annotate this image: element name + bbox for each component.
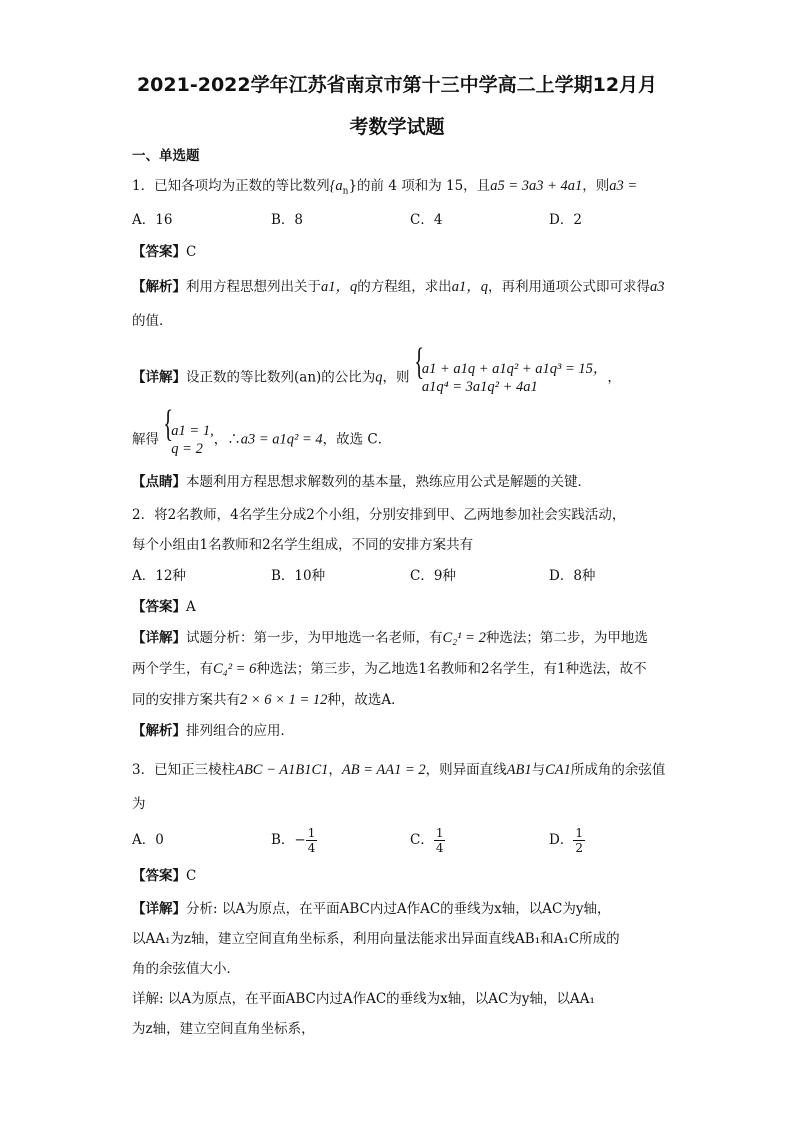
q3-detail-cont1: 以AA₁为z轴，建立空间直角坐标系，利用向量法能求出异面直线AB₁和A₁C所成的 [132, 931, 620, 947]
q3-detail-cont3: 详解: 以A为原点，在平面ABC内过A作AC的垂线为x轴，以AC为y轴，以AA₁ [132, 991, 595, 1007]
q3-stem-cont: 为 [132, 796, 146, 812]
q1-answer: 【答案】C [132, 244, 197, 260]
q3-stem: 3．已知正三棱柱ABC − A1B1C1，AB = AA1 = 2，则异面直线AB1与CA1所成角的余弦值 [132, 762, 666, 778]
q2-analysis: 【解析】排列组合的应用． [132, 723, 294, 739]
q1-analysis: 【解析】利用方程思想列出关于a1，q的方程组，求出a1，q，再利用通项公式即可求得a3 [132, 279, 665, 295]
q1-seq: {a [329, 178, 343, 194]
q3-option-d: D． $\frac{1}{2}$ [549, 826, 583, 855]
page-title: 2021-2022学年江苏省南京市第十三中学高二上学期12月月 [136, 74, 658, 96]
q2-detail-cont2: 同的安排方案共有2 × 6 × 1 = 12种，故选A． [132, 692, 405, 708]
q2-option-b: B．10种 [271, 568, 326, 584]
q2-answer: 【答案】A [132, 599, 196, 615]
q2-detail: 【详解】试题分析：第一步，为甲地选一名老师，有C₂¹ = 2种选法；第二步，为甲地选 [132, 630, 648, 646]
q3-detail: 【详解】分析: 以A为原点，在平面ABC内过A作AC的垂线为x轴，以AC为y轴， [132, 901, 611, 917]
q1-analysis-cont: 的值． [132, 313, 173, 329]
q2-option-d: D．8种 [549, 568, 596, 584]
q3-option-b: B．− $\frac{1}{4}$ [271, 826, 316, 855]
q3-option-c: C． $\frac{1}{4}$ [410, 826, 444, 855]
q1-option-a: A．16 [132, 212, 173, 228]
q1-option-d: D．2 [549, 212, 582, 228]
q1-comment: 【点睛】本题利用方程思想求解数列的基本量，熟练应用公式是解题的关键． [132, 474, 591, 490]
q1-option-b: B．8 [271, 212, 304, 228]
q1-formula: a5 = 3a3 + 4a1 [490, 178, 583, 194]
q2-detail-cont1: 两个学生，有C₄² = 6种选法；第三步，为乙地选1名教师和2名学生，有1种选法，故不 [132, 661, 647, 677]
section-heading: 一、单选题 [132, 148, 200, 164]
q2-option-a: A．12种 [132, 568, 186, 584]
q3-detail-cont4: 为z轴，建立空间直角坐标系， [132, 1021, 315, 1037]
q2-options [132, 565, 688, 587]
page-title-continued: 考数学试题 [349, 116, 445, 138]
q1-stem: 1．已知各项均为正数的等比数列$\{a_n\}$的前 4 项和为 15，且a5 = 3a3 + 4a1，则a3 = [132, 178, 638, 197]
q1-solution-system: { a1 = 1, q = 2 [163, 422, 213, 458]
q2-stem-cont: 每个小组由1名教师和2名学生组成，不同的安排方案共有 [132, 537, 474, 553]
q3-detail-cont2: 角的余弦值大小． [132, 961, 240, 977]
q2-stem: 2．将2名教师，4名学生分成2个小组，分别安排到甲、乙两地参加社会实践活动， [132, 507, 626, 523]
q3-answer: 【答案】C [132, 868, 197, 884]
q3-options [132, 826, 688, 855]
q3-option-a: A．0 [132, 832, 164, 848]
q1-options [132, 209, 688, 231]
q1-equation-system: { a1 + a1q + a1q² + a1q³ = 15， a1q⁴ = 3a1q² + 4a1 [414, 360, 608, 396]
q1-option-c: C．4 [410, 212, 443, 228]
q1-detail: 【详解】设正数的等比数列(an)的公比为q，则 { a1 + a1q + a1q² + a1q³ = 15， a1q⁴ = 3a1q² + 4a1 ， [132, 360, 621, 396]
q1-solution: 解得 { a1 = 1, q = 2 ，∴a3 = a1q² = 4，故选 C． [132, 422, 391, 458]
q2-option-c: C．9种 [410, 568, 456, 584]
